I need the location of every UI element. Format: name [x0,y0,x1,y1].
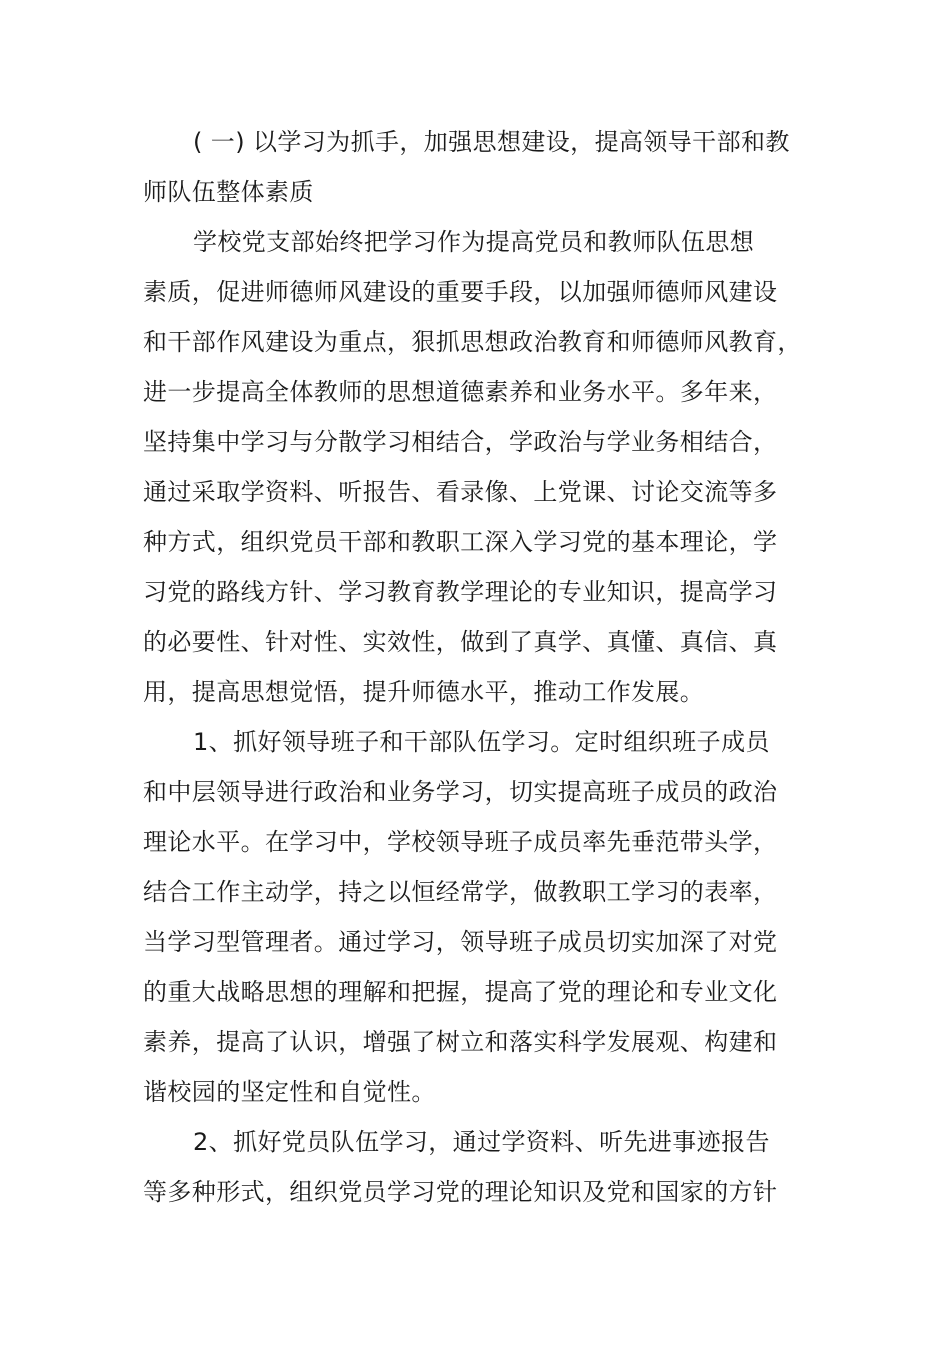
paragraph2-line-4: 结合工作主动学，持之以恒经常学，做教职工学习的表率， [143,878,778,906]
paragraph1-line-6: 通过采取学资料、听报告、看录像、上党课、讨论交流等多 [143,478,778,506]
paragraph1-line-4: 进一步提高全体教师的思想道德素养和业务水平。多年来， [143,378,778,406]
paragraph2-line-8: 谐校园的坚定性和自觉性。 [143,1078,436,1106]
paragraph2-line-3: 理论水平。在学习中，学校领导班子成员率先垂范带头学， [143,828,778,856]
paragraph1-line-8: 习党的路线方针、学习教育教学理论的专业知识，提高学习 [143,578,778,606]
paragraph1-line-3: 和干部作风建设为重点，狠抓思想政治教育和师德师风教育， [143,328,802,356]
paragraph1-line-7: 种方式，组织党员干部和教职工深入学习党的基本理论，学 [143,528,778,556]
paragraph1-line-1: 学校党支部始终把学习作为提高党员和教师队伍思想 [193,228,755,256]
paragraph2-line-2: 和中层领导进行政治和业务学习，切实提高班子成员的政治 [143,778,778,806]
paragraph1-line-9: 的必要性、针对性、实效性，做到了真学、真懂、真信、真 [143,628,778,656]
section-heading-line-2: 师队伍整体素质 [143,178,314,206]
paragraph2-line-7: 素养，提高了认识，增强了树立和落实科学发展观、构建和 [143,1028,778,1056]
paragraph3-line-2: 等多种形式，组织党员学习党的理论知识及党和国家的方针 [143,1178,778,1206]
paragraph1-line-2: 素质，促进师德师风建设的重要手段，以加强师德师风建设 [143,278,778,306]
paragraph2-line-6: 的重大战略思想的理解和把握，提高了党的理论和专业文化 [143,978,778,1006]
paragraph1-line-5: 坚持集中学习与分散学习相结合，学政治与学业务相结合， [143,428,778,456]
section-heading-line-1: ( 一) 以学习为抓手，加强思想建设，提高领导干部和教 [193,128,790,156]
paragraph3-line-1: 2、抓好党员队伍学习，通过学资料、听先进事迹报告 [193,1128,770,1156]
paragraph2-line-5: 当学习型管理者。通过学习，领导班子成员切实加深了对党 [143,928,778,956]
paragraph2-line-1: 1、抓好领导班子和干部队伍学习。定时组织班子成员 [193,728,770,756]
paragraph1-line-10: 用，提高思想觉悟，提升师德水平，推动工作发展。 [143,678,705,706]
